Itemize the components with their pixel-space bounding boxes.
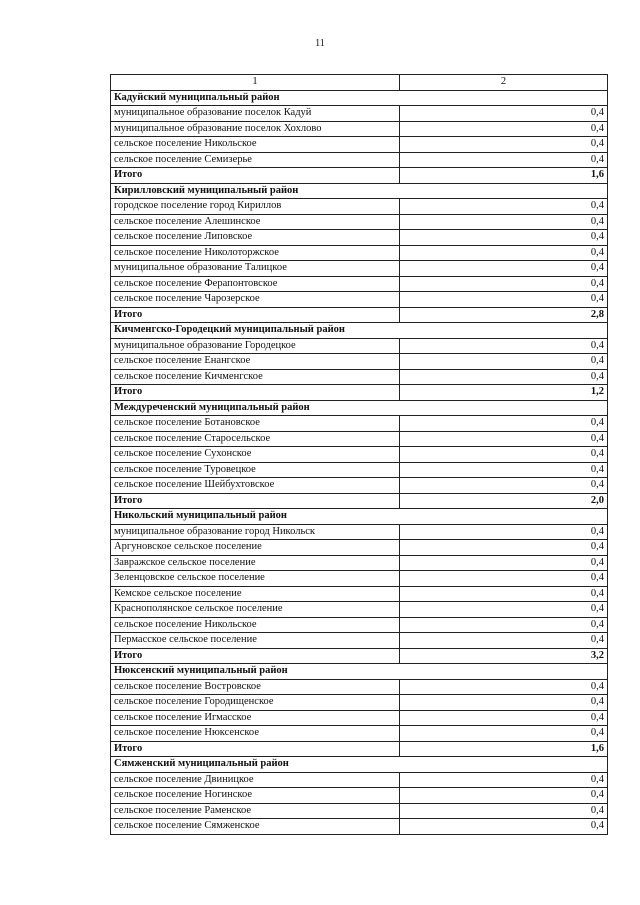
table-row [111,214,608,230]
settlement-value: 0,4 [400,152,608,168]
settlement-value: 0,4 [400,121,608,137]
settlement-value: 0,4 [400,214,608,230]
table-row [111,617,608,633]
table-row [111,199,608,215]
table-row [111,633,608,649]
table-row [111,524,608,540]
table-row [111,354,608,370]
settlement-value: 0,4 [400,447,608,463]
total-label: Итого [111,741,400,757]
table-row [111,819,608,835]
total-row [111,168,608,184]
settlement-name: сельское поселение Николоторжское [111,245,400,261]
settlement-name: сельское поселение Алешинское [111,214,400,230]
table-row [111,478,608,494]
district-title: Междуреченский муниципальный район [111,400,608,416]
settlement-value: 0,4 [400,726,608,742]
settlement-name: муниципальное образование Талицкое [111,261,400,277]
table-row [111,137,608,153]
settlement-value: 0,4 [400,478,608,494]
district-header-row [111,90,608,106]
total-value: 1,6 [400,168,608,184]
table-row [111,276,608,292]
table-row [111,602,608,618]
settlement-value: 0,4 [400,586,608,602]
settlement-value: 0,4 [400,230,608,246]
column-1-header: 1 [111,75,400,91]
settlement-value: 0,4 [400,803,608,819]
settlement-value: 0,4 [400,788,608,804]
settlement-name: Краснополянское сельское поселение [111,602,400,618]
total-value: 1,6 [400,741,608,757]
allocation-table [110,74,608,835]
settlement-value: 0,4 [400,633,608,649]
total-label: Итого [111,307,400,323]
settlement-name: городское поселение город Кириллов [111,199,400,215]
settlement-name: муниципальное образование поселок Хохлово [111,121,400,137]
settlement-value: 0,4 [400,524,608,540]
table-row [111,726,608,742]
table-row [111,245,608,261]
settlement-name: сельское поселение Старосельское [111,431,400,447]
settlement-value: 0,4 [400,819,608,835]
settlement-name: сельское поселение Липовское [111,230,400,246]
settlement-value: 0,4 [400,462,608,478]
settlement-name: сельское поселение Двиницкое [111,772,400,788]
settlement-name: сельское поселение Раменское [111,803,400,819]
table-body [111,75,608,835]
table-row [111,369,608,385]
settlement-name: сельское поселение Сухонское [111,447,400,463]
total-label: Итого [111,648,400,664]
settlement-value: 0,4 [400,772,608,788]
settlement-name: сельское поселение Востровское [111,679,400,695]
district-title: Кадуйский муниципальный район [111,90,608,106]
district-header-row [111,400,608,416]
total-value: 3,2 [400,648,608,664]
table-row [111,261,608,277]
table-row [111,431,608,447]
settlement-name: Завражское сельское поселение [111,555,400,571]
settlement-value: 0,4 [400,431,608,447]
settlement-value: 0,4 [400,710,608,726]
total-row [111,385,608,401]
district-title: Нюксенский муниципальный район [111,664,608,680]
table-row [111,462,608,478]
table-row [111,106,608,122]
table-row [111,338,608,354]
table-row [111,679,608,695]
settlement-name: Зеленцовское сельское поселение [111,571,400,587]
total-label: Итого [111,385,400,401]
settlement-value: 0,4 [400,540,608,556]
settlement-name: сельское поселение Никольское [111,137,400,153]
district-header-row [111,323,608,339]
settlement-name: муниципальное образование Городецкое [111,338,400,354]
total-label: Итого [111,168,400,184]
district-title: Сямженский муниципальный район [111,757,608,773]
district-header-row [111,183,608,199]
table-row [111,121,608,137]
table-row [111,772,608,788]
settlement-name: муниципальное образование город Никольск [111,524,400,540]
settlement-value: 0,4 [400,261,608,277]
settlement-name: сельское поселение Семизерье [111,152,400,168]
settlement-name: сельское поселение Городищенское [111,695,400,711]
table-row [111,555,608,571]
total-value: 1,2 [400,385,608,401]
table-row [111,230,608,246]
settlement-name: сельское поселение Сямженское [111,819,400,835]
table-row [111,695,608,711]
total-row [111,307,608,323]
settlement-value: 0,4 [400,199,608,215]
table-row [111,710,608,726]
table-header-row [111,75,608,91]
district-header-row [111,664,608,680]
settlement-name: сельское поселение Ногинское [111,788,400,804]
settlement-name: муниципальное образование поселок Кадуй [111,106,400,122]
settlement-name: сельское поселение Никольское [111,617,400,633]
column-2-header: 2 [400,75,608,91]
total-row [111,493,608,509]
settlement-value: 0,4 [400,245,608,261]
table-row [111,571,608,587]
total-value: 2,8 [400,307,608,323]
settlement-value: 0,4 [400,416,608,432]
settlement-value: 0,4 [400,695,608,711]
total-value: 2,0 [400,493,608,509]
settlement-name: сельское поселение Туровецкое [111,462,400,478]
district-header-row [111,757,608,773]
settlement-name: сельское поселение Нюксенское [111,726,400,742]
settlement-value: 0,4 [400,369,608,385]
settlement-value: 0,4 [400,106,608,122]
settlement-value: 0,4 [400,602,608,618]
total-row [111,648,608,664]
settlement-name: сельское поселение Ферапонтовское [111,276,400,292]
page-number: 11 [315,38,325,49]
settlement-name: Кемское сельское поселение [111,586,400,602]
table-row [111,586,608,602]
settlement-value: 0,4 [400,292,608,308]
table-row [111,540,608,556]
settlement-name: сельское поселение Игмасское [111,710,400,726]
settlement-value: 0,4 [400,571,608,587]
total-row [111,741,608,757]
table-row [111,292,608,308]
total-label: Итого [111,493,400,509]
settlement-name: Пермасское сельское поселение [111,633,400,649]
settlement-value: 0,4 [400,276,608,292]
settlement-name: сельское поселение Ботановское [111,416,400,432]
settlement-name: Аргуновское сельское поселение [111,540,400,556]
settlement-value: 0,4 [400,137,608,153]
settlement-value: 0,4 [400,617,608,633]
district-title: Кичменгско-Городецкий муниципальный район [111,323,608,339]
district-header-row [111,509,608,525]
settlement-value: 0,4 [400,354,608,370]
settlement-name: сельское поселение Чарозерское [111,292,400,308]
settlement-value: 0,4 [400,555,608,571]
settlement-name: сельское поселение Кичменгское [111,369,400,385]
table-row [111,416,608,432]
settlement-name: сельское поселение Шейбухтовское [111,478,400,494]
settlement-value: 0,4 [400,338,608,354]
settlement-value: 0,4 [400,679,608,695]
table-row [111,447,608,463]
settlement-name: сельское поселение Енангское [111,354,400,370]
district-title: Кирилловский муниципальный район [111,183,608,199]
table-row [111,788,608,804]
district-title: Никольский муниципальный район [111,509,608,525]
table-row [111,152,608,168]
table-row [111,803,608,819]
